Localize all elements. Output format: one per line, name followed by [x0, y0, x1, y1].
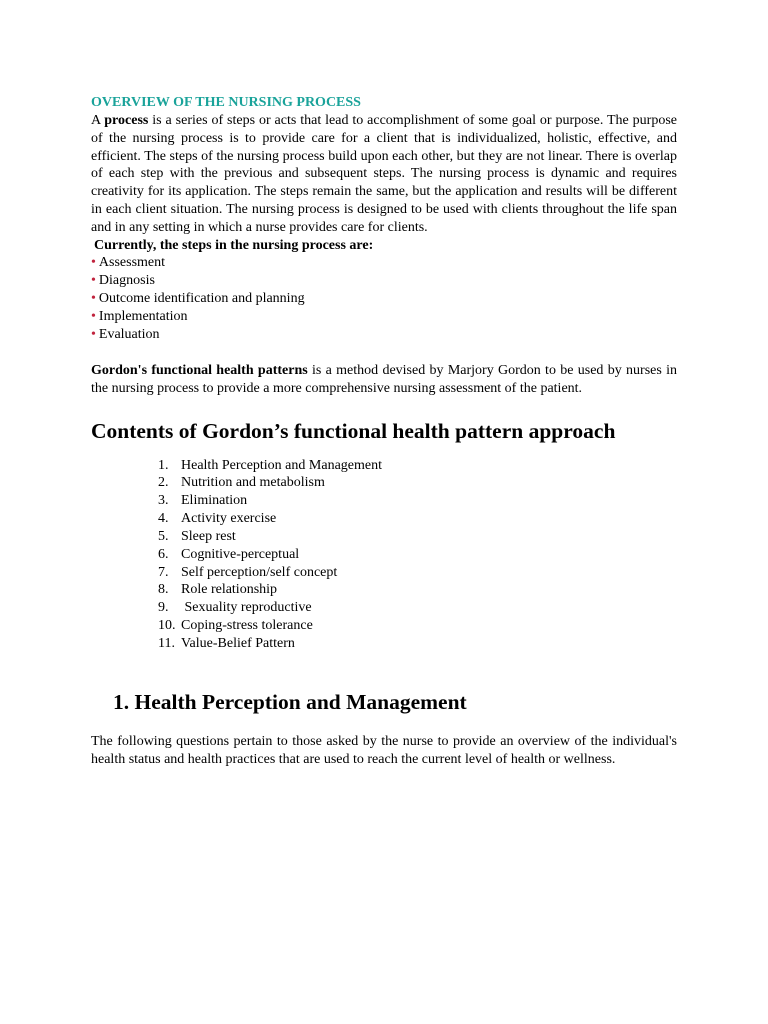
bullet-icon: • — [91, 327, 96, 342]
list-item — [158, 457, 677, 475]
bullet-icon: • — [91, 273, 96, 289]
list-item — [158, 474, 677, 492]
steps-intro: Currently, the steps in the nursing process are: — [94, 237, 374, 253]
step-label: Diagnosis — [98, 273, 155, 289]
list-item — [158, 510, 677, 528]
list-item — [158, 492, 677, 510]
item-label: Role relationship — [181, 582, 278, 598]
item-label: Sleep rest — [181, 528, 236, 544]
item-number: 7. — [158, 564, 169, 580]
list-item — [158, 564, 677, 582]
item-label: Value-Belief Pattern — [181, 635, 295, 651]
item-number: 1. — [158, 457, 169, 473]
step-label: Outcome identification and planning — [98, 291, 305, 307]
section-heading: 1. Health Perception and Management — [113, 689, 467, 714]
process-paragraph — [91, 112, 677, 237]
step-label: Evaluation — [98, 327, 160, 342]
item-number: 11. — [158, 635, 175, 651]
section-paragraph: The following questions pertain to those asked by the nurse to provide an overview of the individual's health status and health practices that are used to reach the current level of health or wellness. — [91, 733, 677, 767]
bullet-icon: • — [91, 255, 96, 271]
contents-heading: Contents of Gordon’s functional health pattern approach — [91, 418, 616, 443]
step-label: Assessment — [98, 255, 166, 271]
list-item — [91, 290, 677, 308]
item-number: 9. — [158, 600, 169, 616]
item-label: Sexuality reproductive — [181, 600, 312, 616]
item-label: Cognitive-perceptual — [181, 546, 300, 562]
patterns-list — [91, 457, 677, 653]
document-page — [91, 94, 677, 768]
item-number: 8. — [158, 582, 169, 598]
item-label: Self perception/self concept — [181, 564, 338, 580]
list-item — [158, 635, 677, 653]
list-item — [91, 272, 677, 290]
gordon-paragraph — [91, 362, 677, 398]
item-label: Coping-stress tolerance — [181, 618, 313, 634]
bullet-icon: • — [91, 291, 96, 307]
list-item — [91, 254, 677, 272]
item-label: Elimination — [181, 493, 248, 509]
process-para-start: A — [91, 113, 105, 128]
item-label: Health Perception and Management — [181, 457, 382, 473]
item-number: 5. — [158, 528, 169, 544]
list-item — [158, 581, 677, 599]
step-label: Implementation — [98, 309, 188, 325]
item-number: 2. — [158, 475, 169, 491]
list-item — [158, 528, 677, 546]
item-number: 10. — [158, 618, 176, 634]
list-item — [158, 546, 677, 564]
overview-title: OVERVIEW OF THE NURSING PROCESS — [91, 95, 361, 110]
bullet-icon: • — [91, 309, 96, 325]
steps-list — [91, 254, 677, 344]
process-term: process — [104, 113, 149, 128]
item-number: 4. — [158, 511, 169, 527]
gordon-term: Gordon's functional health patterns — [91, 362, 308, 378]
item-number: 3. — [158, 493, 169, 509]
gordon-rest: is a method devised by Marjory Gordon to be used by nurses in the nursing process to provide a more comprehensive nursing assessment of the patient. — [91, 362, 677, 396]
list-item — [158, 617, 677, 635]
item-number: 6. — [158, 546, 169, 562]
item-label: Nutrition and metabolism — [181, 475, 325, 491]
list-item — [91, 326, 677, 344]
item-label: Activity exercise — [181, 511, 277, 527]
list-item — [158, 599, 677, 617]
list-item — [91, 308, 677, 326]
process-para-rest: is a series of steps or acts that lead to accomplishment of some goal or purpose. The purpose of the nursing process is to provide care for a client that is individualized, holistic, effective, and efficient. The steps of the nursing process build upon each other, but they are not linear. There is overlap of each step with the previous and subsequent steps. The nursing process is dynamic and requires creativity for its application. The steps remain the same, but the application and results will be different in each client situation. The nursing process is designed to be used with clients throughout the life span and in any setting in which a nurse provides care for clients. — [91, 113, 677, 235]
